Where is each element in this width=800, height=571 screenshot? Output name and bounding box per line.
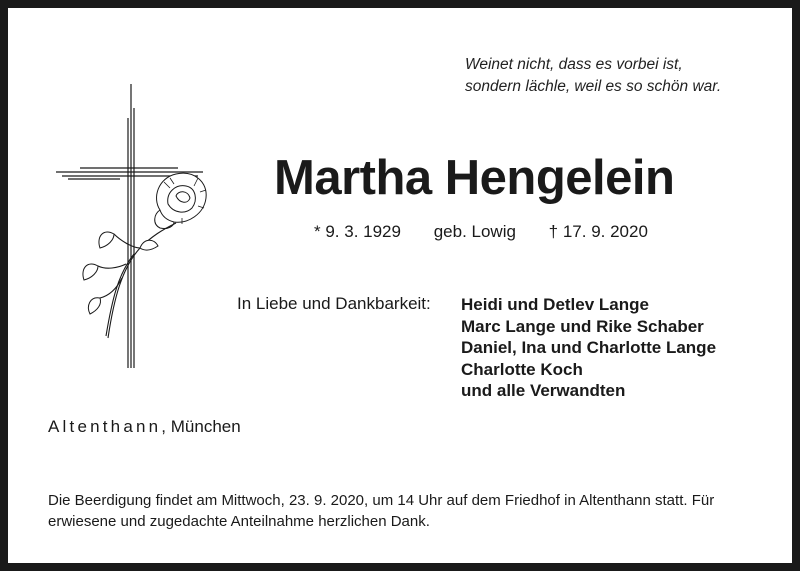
mourner-item: Heidi und Detlev Lange bbox=[461, 295, 649, 314]
mourner-list bbox=[461, 294, 716, 402]
funeral-notice: Die Beerdigung findet am Mittwoch, 23. 9. 2020, um 14 Uhr auf dem Friedhof in Altenthann statt. Für erwiesene und zugedachte Anteilnahme herzlichen Dank. bbox=[48, 492, 715, 530]
deceased-name: Martha Hengelein bbox=[274, 151, 675, 205]
mourner-item: Charlotte Koch bbox=[461, 359, 583, 379]
place-town-2: München bbox=[166, 417, 241, 436]
quote-line-2: sondern lächle, weil es so schön war. bbox=[465, 78, 722, 95]
quote bbox=[465, 54, 721, 98]
place-town-1: Altenthann bbox=[48, 417, 162, 436]
mourner-item: Daniel, Ina und Charlotte Lange bbox=[461, 338, 717, 357]
mourner-item: Marc Lange und Rike Schaber bbox=[461, 316, 704, 336]
quote-line-1: Weinet nicht, dass es vorbei ist, bbox=[465, 56, 683, 73]
place-line bbox=[48, 417, 241, 437]
place-separator: , bbox=[161, 417, 167, 436]
birth-date: * 9. 3. 1929 bbox=[314, 222, 401, 241]
life-dates bbox=[314, 222, 648, 242]
maiden-name: geb. Lowig bbox=[433, 222, 516, 241]
death-date: † 17. 9. 2020 bbox=[548, 222, 648, 241]
mourning-intro: In Liebe und Dankbarkeit: bbox=[237, 294, 431, 313]
mourner-item: und alle Verwandten bbox=[461, 381, 626, 400]
cross-with-rose-icon bbox=[48, 78, 218, 378]
